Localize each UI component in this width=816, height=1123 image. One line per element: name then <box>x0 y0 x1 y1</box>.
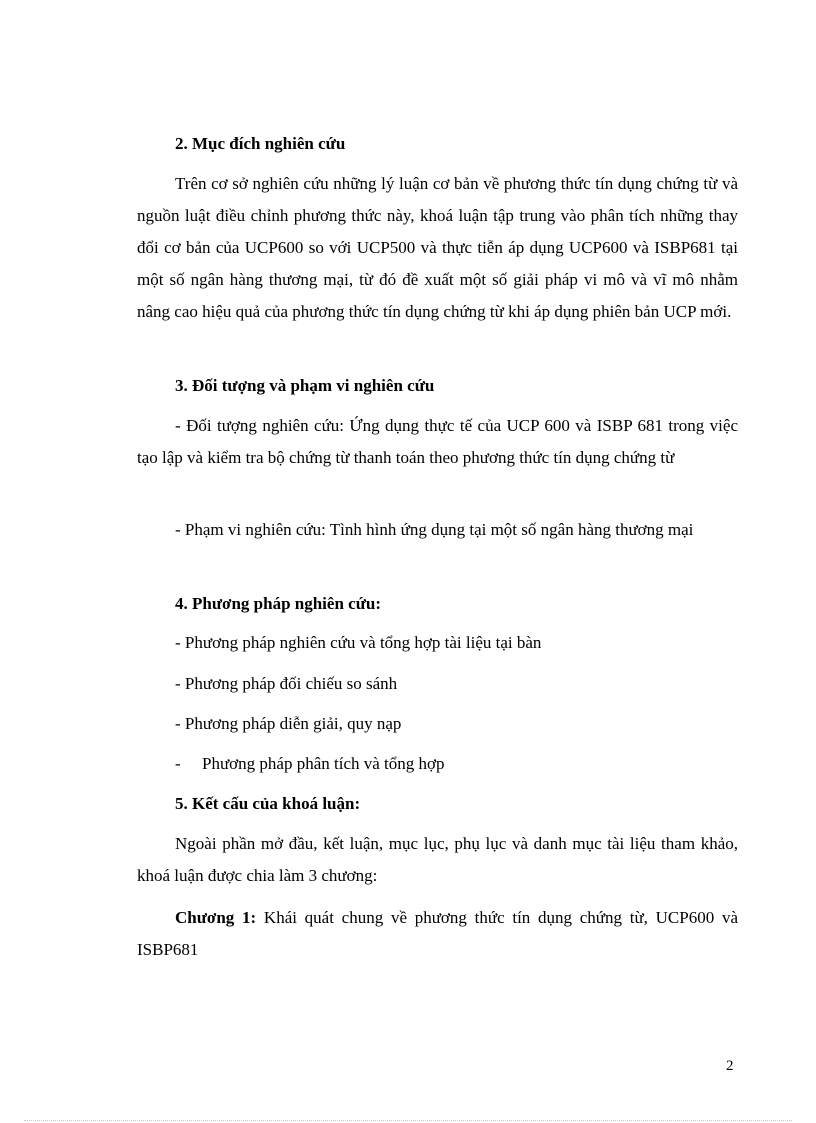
method-item-3: - Phương pháp diễn giải, quy nạp <box>175 714 402 733</box>
section-heading-methods: 4. Phương pháp nghiên cứu: <box>175 594 382 613</box>
chapter-1-paragraph <box>137 902 738 966</box>
structure-paragraph: Ngoài phần mở đầu, kết luận, mục lục, phụ lục và danh mục tài liệu tham khảo, khoá luận được chia làm 3 chương: <box>137 834 738 885</box>
scope-object-paragraph: - Đối tượng nghiên cứu: Ứng dụng thực tế của UCP 600 và ISBP 681 trong việc tạo lập và kiểm tra bộ chứng từ thanh toán theo phương thức tín dụng chứng từ <box>137 416 738 467</box>
method-item-1: - Phương pháp nghiên cứu và tổng hợp tài liệu tại bàn <box>175 633 542 652</box>
scope-range-paragraph: - Phạm vi nghiên cứu: Tình hình ứng dụng tại một số ngân hàng thương mại <box>175 520 694 539</box>
section-heading-purpose: 2. Mục đích nghiên cứu <box>175 134 346 153</box>
section-heading-scope: 3. Đối tượng và phạm vi nghiên cứu <box>175 376 435 395</box>
method-item-2: - Phương pháp đối chiếu so sánh <box>175 674 398 693</box>
section-heading-structure: 5. Kết cấu của khoá luận: <box>175 794 361 813</box>
method-item-4 <box>175 748 738 780</box>
chapter-1-label: Chương 1: <box>175 908 257 927</box>
purpose-paragraph: Trên cơ sở nghiên cứu những lý luận cơ bản về phương thức tín dụng chứng từ và nguồn luật điều chỉnh phương thức này, khoá luận tập trung vào phân tích những thay đổi cơ bản của UCP600 so với UCP500 và thực tiễn áp dụng UCP600 và ISBP681 tại một số ngân hàng thương mại, từ đó đề xuất một số giải pháp vi mô và vĩ mô nhằm nâng cao hiệu quả của phương thức tín dụng chứng từ khi áp dụng phiên bản UCP mới. <box>137 174 738 321</box>
method-item-4-text: Phương pháp phân tích và tổng hợp <box>202 754 445 773</box>
footer-dotted-rule <box>24 1120 792 1121</box>
chapter-1-text: Khái quát chung về phương thức tín dụng chứng từ, UCP600 và ISBP681 <box>137 908 738 959</box>
page-number: 2 <box>726 1058 734 1074</box>
method-item-4-dash: - <box>175 754 181 773</box>
